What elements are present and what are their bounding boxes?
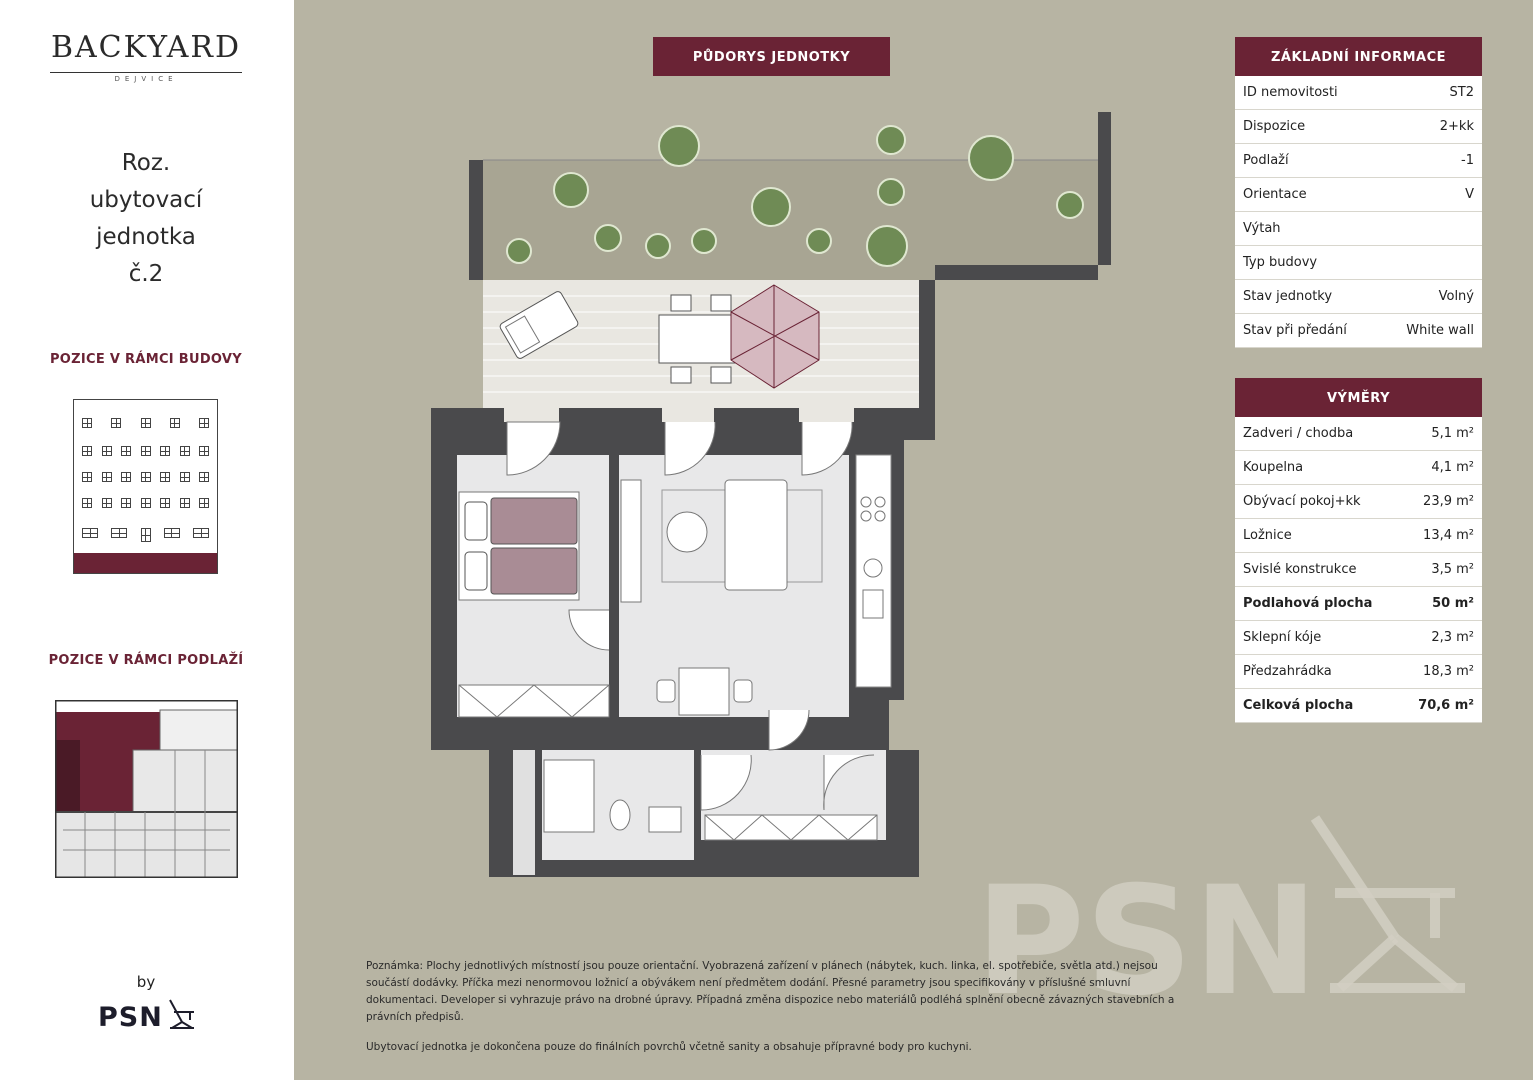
info-row: Podlaží -1 [1235,144,1482,178]
areas-table [1235,378,1482,723]
info-row: Výtah [1235,212,1482,246]
info-row: ID nemovitosti ST2 [1235,76,1482,110]
disclaimer-paragraph-2: Ubytovací jednotka je dokončena pouze do finálních povrchů včetně sanity a obsahuje přípravné body pro kuchyni. [366,1041,972,1053]
psn-logo-text: PSN [98,1002,163,1033]
terrace-table [659,315,739,363]
unit-title-line-2: ubytovací [89,187,203,213]
unit-title-line-3: jednotka [96,224,196,250]
apartment-floor-plan [429,110,1119,880]
info-row: Stav při předání White wall [1235,314,1482,348]
info-row: Orientace V [1235,178,1482,212]
sofa [725,480,787,590]
area-row-grand-total: Celková plocha 70,6 m² [1235,689,1482,723]
disclaimer-paragraph-1: Poznámka: Plochy jednotlivých místností jsou pouze orientační. Vyobrazená zařízení v plánech (nábytek, kuch. linka, el. spotřebiče, světla atd.) nejsou součástí dodávky. Příčka mezi nenormovou ložnicí a obývákem není předmětem dodání. Přesné parametry jsou specifikovány v příslušné smluvní dokumentaci. Developer si vyhrazuje právo na drobné úpravy. Případná změna dispozice nebo materiálů podléhá splnění obecně závazných stavebních a právních předpisů. [366,960,1175,1023]
building-position-label: POZICE V RÁMCI BUDOVY [49,352,243,367]
dining-table [679,668,729,715]
unit-title-line-1: Roz. [121,150,171,176]
area-row: Ložnice 13,4 m² [1235,519,1482,553]
by-label: by [136,973,156,991]
logo-main-text: BACKYARD [50,30,242,65]
basic-info-header: ZÁKLADNÍ INFORMACE [1235,37,1482,76]
floor-position-label: POZICE V RÁMCI PODLAŽÍ [48,653,244,668]
area-row: Koupelna 4,1 m² [1235,451,1482,485]
coffee-table [667,512,707,552]
area-row: Svislé konstrukce 3,5 m² [1235,553,1482,587]
kitchen-counter [856,455,891,687]
unit-title [40,145,252,293]
disclaimer-note [366,958,1191,1069]
info-row: Typ budovy [1235,246,1482,280]
area-row: Zadveri / chodba 5,1 m² [1235,417,1482,451]
bed [459,492,579,600]
floor-position-map [55,700,238,878]
watermark-text: PSN [975,855,1319,1003]
info-row: Stav jednotky Volný [1235,280,1482,314]
psn-logo [98,1002,208,1036]
toilet [610,800,630,830]
info-row: Dispozice 2+kk [1235,110,1482,144]
areas-header: VÝMĚRY [1235,378,1482,417]
sidebar [0,0,294,1080]
plan-header: PŮDORYS JEDNOTKY [653,37,890,76]
backyard-logo [40,30,252,83]
area-row: Obývací pokoj+kk 23,9 m² [1235,485,1482,519]
unit-title-line-4: č.2 [128,261,164,287]
area-row: Sklepní kóje 2,3 m² [1235,621,1482,655]
building-elevation-diagram [73,399,218,574]
sink [649,807,681,832]
area-row-floor-total: Podlahová plocha 50 m² [1235,587,1482,621]
area-row: Předzahrádka 18,3 m² [1235,655,1482,689]
watermark-crane-icon [1315,818,1465,988]
logo-sub-text: DEJVICE [108,75,183,83]
psn-crane-icon [166,998,198,1030]
tv-unit [621,480,641,602]
basic-info-table [1235,37,1482,348]
highlighted-floor [74,553,217,573]
shower [544,760,594,832]
